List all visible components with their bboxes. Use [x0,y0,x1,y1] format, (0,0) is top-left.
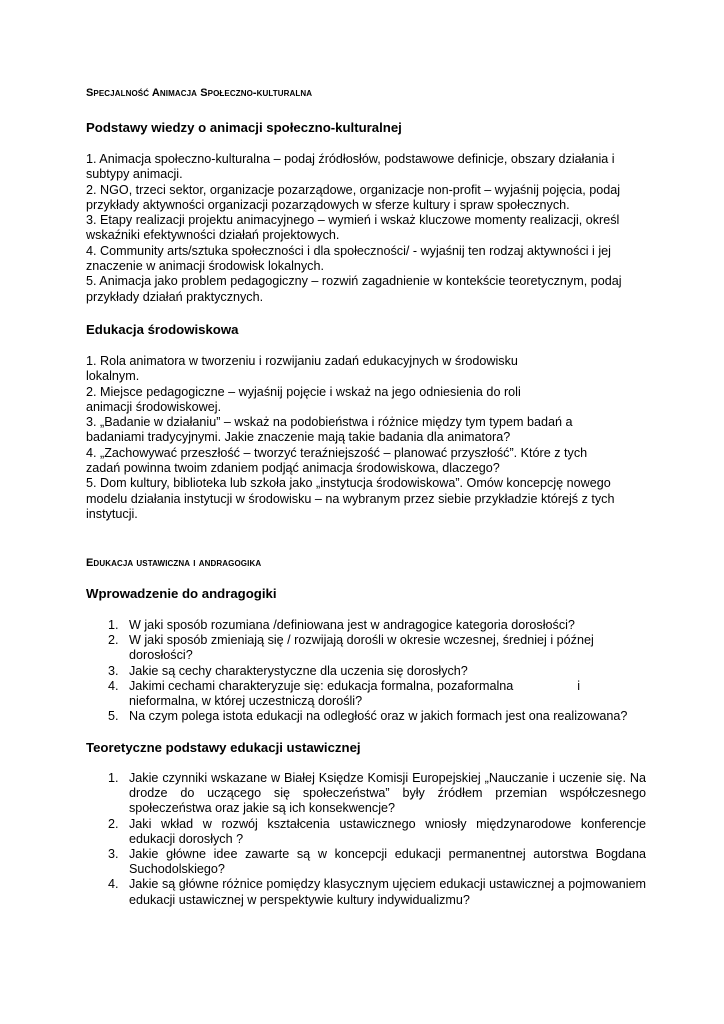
list-item: 1. W jaki sposób rozumiana /definiowana jest w andragogice kategoria dorosłości? [108,618,575,632]
list-item: 3. Jakie główne idee zawarte są w koncepcji edukacji permanentnej autorstwa Bogdana Suchodolskiego? [108,847,646,877]
section-title: Edukacja ustawiczna i andragogika [86,557,262,569]
question-item: 5. Animacja jako problem pedagogiczny – rozwiń zagadnienie w kontekście teoretycznym, podaj przykłady działań praktycznych. [86,274,622,304]
list-item: 4. Jakimi cechami charakteryzuje się: edukacja formalna, pozaformalna i nieformalna, w której uczestniczą dorośli? [108,678,581,709]
section-title: Specjalność Animacja Społeczno-kulturalna [86,87,313,99]
list-item: 1. Jakie czynniki wskazane w Białej Księdze Komisji Europejskiej „Nauczanie i uczenie się. Na drodze do uczącego się społeczeństwa” były źródłem przemian współczesnego społeczeństwa oraz jakie są ich konsekwencje? [108,771,646,816]
list-item: 2. W jaki sposób zmieniają się / rozwijają dorośli w okresie wczesnej, średniej i późnej dorosłości? [108,633,594,663]
list-item: 4. Jakie są główne różnice pomiędzy klasycznym ujęciem edukacji ustawicznej a pojmowaniem edukacji ustawicznej w perspektywie kultury indywidualizmu? [108,877,646,907]
list-item: 5. Na czym polega istota edukacji na odległość oraz w jakich formach jest ona realizowana? [108,709,628,724]
list-item: 3. Jakie są cechy charakterystyczne dla uczenia się dorosłych? [108,663,468,678]
question-item: 2. NGO, trzeci sektor, organizacje pozarządowe, organizacje non-profit – wyjaśnij pojęcia, podaj przykłady aktywności organizacji pozarządowych w sferze kultury i spraw społecznych. [86,182,621,212]
subsection-heading: Teoretyczne podstawy edukacji ustawicznej [86,740,361,755]
question-item: 4. „Zachowywać przeszłość – tworzyć teraźniejszość – planować przyszłość”. Które z tych zadań powinna twoim zdaniem podjąć animacja środowiskowa, dlaczego? [86,445,588,476]
question-item: 2. Miejsce pedagogiczne – wyjaśnij pojęcie i wskaż na jego odniesienia do roli animacji środowiskowej. [86,384,521,414]
numbered-list [86,618,646,724]
numbered-list [86,771,646,908]
subsection-heading: Edukacja środowiskowa [86,322,239,337]
question-item: 1. Rola animatora w tworzeniu i rozwijaniu zadań edukacyjnych w środowisku lokalnym. [86,354,518,384]
question-item: 1. Animacja społeczno-kulturalna – podaj źródłosłów, podstawowe definicje, obszary działania i subtypy animacji. [86,152,615,182]
question-item: 3. Etapy realizacji projektu animacyjnego – wymień i wskaż kluczowe momenty realizacji, określ wskaźniki efektywności działań projektowych. [86,213,620,243]
list-item: 2. Jaki wkład w rozwój kształcenia ustawicznego wniosły międzynarodowe konferencje edukacji dorosłych ? [108,816,646,846]
subsection-heading: Wprowadzenie do andragogiki [86,586,277,601]
question-item: 4. Community arts/sztuka społeczności i dla społeczności/ - wyjaśnij ten rodzaj aktywności i jej znaczenie w animacji środowisk lokalnych. [86,243,611,274]
question-list [86,152,646,305]
subsection-heading: Podstawy wiedzy o animacji społeczno-kulturalnej [86,120,402,135]
question-item: 5. Dom kultury, biblioteka lub szkoła jako „instytucja środowiskowa”. Omów koncepcję nowego modelu działania instytucji w środowisku – na wybranym przez siebie przykładzie którejś z tych instytucji. [86,476,615,521]
question-list [86,354,615,522]
question-item: 3. „Badanie w działaniu” – wskaż na podobieństwa i różnice między tym typem badań a badaniami tradycyjnymi. Jakie znaczenie mają takie badania dla animatora? [86,415,573,445]
